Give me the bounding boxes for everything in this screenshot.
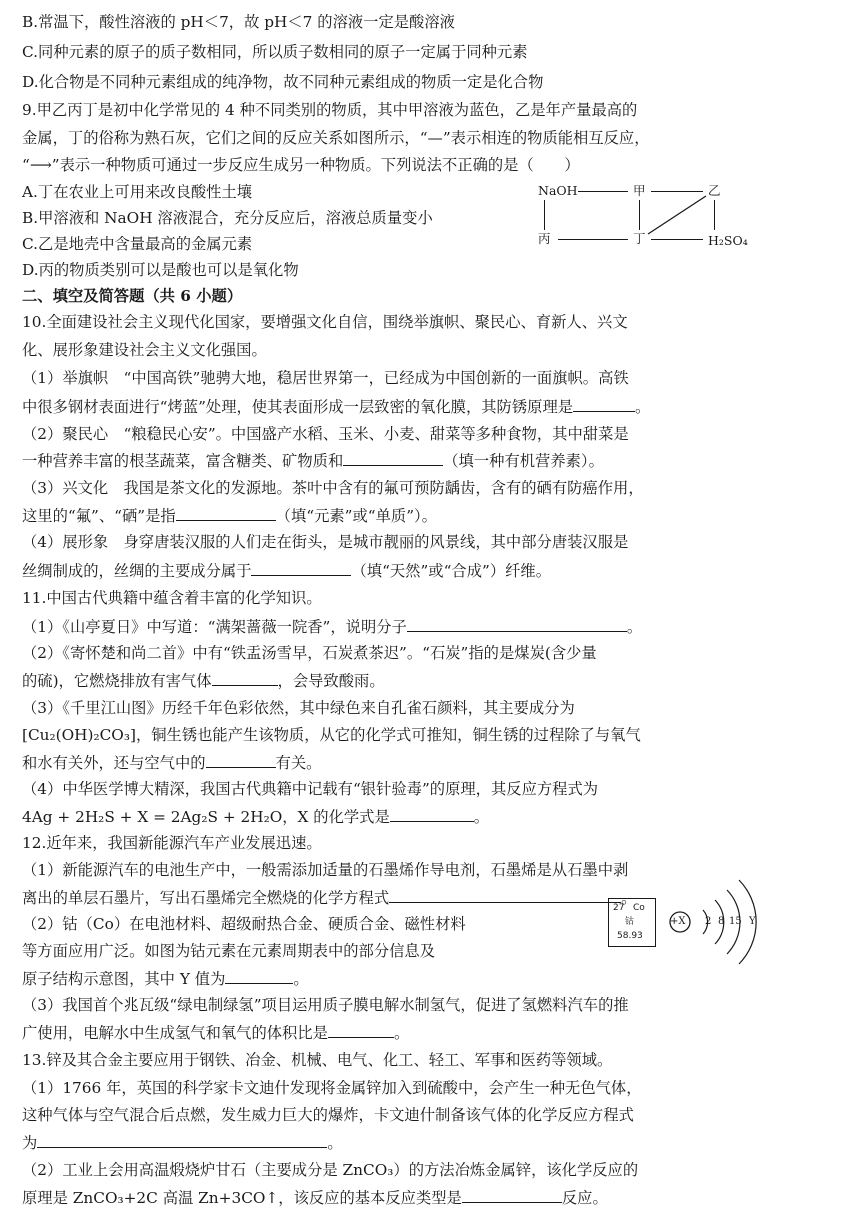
option-c-q9: C.乙是地壳中含量最高的金属元素 xyxy=(22,235,253,253)
question-12-part-2: 等方面应用广泛。如图为钴元素在元素周期表中的部分信息及 xyxy=(22,942,436,960)
question-9-stem: 9.甲乙丙丁是初中化学常见的 4 种不同类别的物质，其中甲溶液为蓝色，乙是年产量最高的 xyxy=(22,101,638,119)
question-13-part-2: 原理是 ZnCO₃+2C 高温 Zn+3CO↑，该反应的基本反应类型是 反应。 xyxy=(22,1189,608,1207)
question-13-part-2: （2）工业上会用高温煅烧炉甘石（主要成分是 ZnCO₃）的方法冶炼金属锌，该化学反应的 xyxy=(22,1161,639,1179)
question-10-part-1: 中很多钢材表面进行“烤蓝”处理，使其表面形成一层致密的氧化膜，其防锈原理是 。 xyxy=(22,398,651,416)
answer-blank[interactable] xyxy=(225,968,293,984)
question-11-part-2: （2）《寄怀楚和尚二首》中有“铁盂汤雪早，石炭煮茶迟”。“石炭”指的是煤炭(含少量 xyxy=(22,644,597,662)
question-10-part-3: （3）兴文化 我国是茶文化的发源地。茶叶中含有的氟可预防龋齿，含有的硒有防癌作用， xyxy=(22,479,644,497)
yi-label: 乙 xyxy=(708,183,721,198)
section-title: 二、填空及简答题（共 6 小题） xyxy=(22,287,243,305)
answer-blank[interactable] xyxy=(206,752,276,768)
answer-blank[interactable] xyxy=(343,450,443,466)
question-13-part-1: 这种气体与空气混合后点燃，发生威力巨大的爆炸，卡文迪什制备该气体的化学反应方程式 xyxy=(22,1106,634,1124)
question-11-part-4: （4）中华医学博大精深，我国古代典籍中记载有“银针验毒”的原理，其反应方程式为 xyxy=(22,780,599,798)
answer-blank[interactable] xyxy=(462,1187,562,1203)
question-11-part-3: （3）《千里江山图》历经千年色彩依然，其中绿色来自孔雀石颜料，其主要成分为 xyxy=(22,699,575,717)
option-c-q8: C.同种元素的原子的质子数相同，所以质子数相同的原子一定属于同种元素 xyxy=(22,43,528,61)
jia-label: 甲 xyxy=(633,183,646,198)
answer-blank[interactable] xyxy=(251,560,351,576)
option-d-q9: D.丙的物质类别可以是酸也可以是氧化物 xyxy=(22,261,299,279)
answer-blank[interactable] xyxy=(389,887,621,903)
question-10-stem: 10.全面建设社会主义现代化国家，要增强文化自信，围绕举旗帜、聚民心、育新人、兴文 xyxy=(22,313,628,331)
question-13-stem: 13.锌及其合金主要应用于钢铁、冶金、机械、电气、化工、轻工、军事和医药等领域。 xyxy=(22,1051,613,1069)
question-10-part-2: 一种营养丰富的根茎蔬菜，富含糖类、矿物质和 （填一种有机营养素）。 xyxy=(22,452,604,470)
question-12-stem: 12.近年来，我国新能源汽车产业发展迅速。 xyxy=(22,834,322,852)
shell-1-electrons: 2 xyxy=(705,916,712,927)
cobalt-periodic-cell xyxy=(608,898,656,947)
option-b-q8: B.常温下，酸性溶液的 pH＜7，故 pH＜7 的溶液一定是酸溶液 xyxy=(22,13,455,31)
answer-blank[interactable] xyxy=(573,396,635,412)
question-12-part-1: 离出的单层石墨片，写出石墨烯完全燃烧的化学方程式 。 xyxy=(22,889,637,907)
atomic-number: 27 xyxy=(613,903,625,913)
question-11-part-2: 的硫)，它燃烧排放有害气体 ，会导致酸雨。 xyxy=(22,672,385,690)
question-12-part-2: （2）钴（Co）在电池材料、超级耐热合金、硬质合金、磁性材料 xyxy=(22,915,466,933)
atomic-mass: 58.93 xyxy=(617,931,643,941)
naoh-label: NaOH xyxy=(538,183,578,198)
question-12-part-1: （1）新能源汽车的电池生产中，一般需添加适量的石墨烯作导电剂，石墨烯是从石墨中剥 xyxy=(22,861,629,879)
question-10-part-4: 丝绸制成的，丝绸的主要成分属于 （填“天然”或“合成”）纤维。 xyxy=(22,562,552,580)
cobalt-atom-structure xyxy=(665,872,775,972)
question-11-part-3: [Cu₂(OH)₂CO₃]，铜生锈也能产生该物质，从它的化学式可推知，铜生锈的过程除了与氧气 xyxy=(22,726,641,744)
question-11-part-4: 4Ag + 2H₂S + X = 2Ag₂S + 2H₂O，X 的化学式是 。 xyxy=(22,808,490,826)
question-13-part-1: 为 。 xyxy=(22,1134,343,1152)
question-9-stem: 金属，丁的俗称为熟石灰，它们之间的反应关系如图所示，“—”表示相连的物质能相互反应， xyxy=(22,129,650,147)
option-d-q8: D.化合物是不同种元素组成的纯净物，故不同种元素组成的物质一定是化合物 xyxy=(22,73,544,91)
question-11-part-1: （1）《山亭夏日》中写道：“满架蔷薇一院香”，说明分子 。 xyxy=(22,618,643,636)
answer-blank[interactable] xyxy=(407,616,627,632)
answer-blank[interactable] xyxy=(212,670,278,686)
shell-4-electrons: Y xyxy=(749,916,756,927)
question-10-stem: 化、展形象建设社会主义文化强国。 xyxy=(22,341,267,359)
nucleus-charge: +X xyxy=(670,916,686,927)
question-11-part-3: 和水有关外，还与空气中的 有关。 xyxy=(22,754,322,772)
question-10-part-1: （1）举旗帜 “中国高铁”驰骋大地，稳居世界第一，已经成为中国创新的一面旗帜。高铁 xyxy=(22,369,629,387)
question-10-part-2: （2）聚民心 “粮稳民心安”。中国盛产水稻、玉米、小麦、甜菜等多种食物，其中甜菜是 xyxy=(22,425,629,443)
question-12-part-3: 广使用，电解水中生成氢气和氧气的体积比是 。 xyxy=(22,1024,410,1042)
question-11-stem: 11.中国古代典籍中蕴含着丰富的化学知识。 xyxy=(22,589,322,607)
ding-label: 丁 xyxy=(633,231,646,246)
shell-2-electrons: 8 xyxy=(718,916,725,927)
question-9-stem: “⟶”表示一种物质可通过一步反应生成另一种物质。下列说法不正确的是（ ） xyxy=(22,156,580,174)
option-a-q9: A.丁在农业上可用来改良酸性土壤 xyxy=(22,183,253,201)
answer-blank[interactable] xyxy=(37,1132,327,1148)
answer-blank[interactable] xyxy=(328,1022,394,1038)
bing-label: 丙 xyxy=(538,231,551,246)
h2so4-label: H₂SO₄ xyxy=(708,233,748,248)
diagonal-arrow xyxy=(538,178,758,248)
question-12-part-3: （3）我国首个兆瓦级“绿电制绿氢”项目运用质子膜电解水制氢气，促进了氢燃料汽车的推 xyxy=(22,996,629,1014)
element-symbol: Co xyxy=(633,903,645,913)
question-10-part-4: （4）展形象 身穿唐装汉服的人们走在街头，是城市靓丽的风景线，其中部分唐装汉服是 xyxy=(22,533,629,551)
shell-3-electrons: 15 xyxy=(729,916,742,927)
answer-blank[interactable] xyxy=(176,505,276,521)
element-name: 钴 xyxy=(625,917,635,927)
option-b-q9: B.甲溶液和 NaOH 溶液混合，充分反应后，溶液总质量变小 xyxy=(22,209,433,227)
question-13-part-1: （1）1766 年，英国的科学家卡文迪什发现将金属锌加入到硫酸中，会产生一种无色气体， xyxy=(22,1079,642,1097)
question-12-part-2: 原子结构示意图，其中 Y 值为 。 xyxy=(22,970,309,988)
reaction-relation-diagram xyxy=(538,178,758,248)
answer-blank[interactable] xyxy=(390,806,474,822)
question-10-part-3: 这里的“氟”、“硒”是指 （填“元素”或“单质”）。 xyxy=(22,507,437,525)
